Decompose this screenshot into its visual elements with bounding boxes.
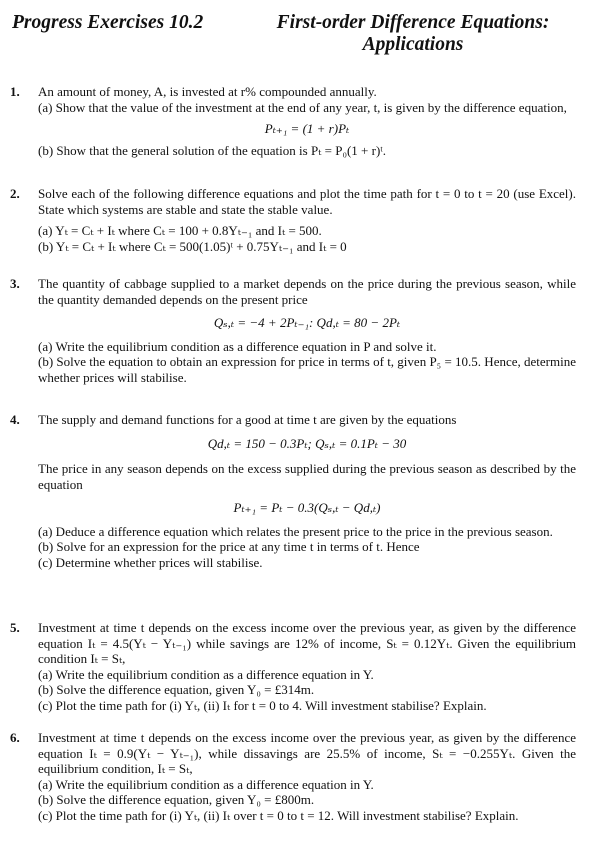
exercise-part-b: (b) Solve for an expression for the price at any time t in terms of t. Hence — [38, 539, 420, 554]
exercise-part-b: (b) Yₜ = Cₜ + Iₜ where Cₜ = 500(1.05)ᵗ + 0.75Yₜ₋₁ and Iₜ = 0 — [38, 238, 347, 254]
exercise-part-b: (b) Solve the difference equation, given Y₀ = £800m. — [38, 792, 315, 807]
section-label: Progress Exercises 10.2 — [12, 12, 204, 33]
exercise-number: 4. — [10, 412, 20, 427]
exercise-part-c: (c) Plot the time path for (i) Yₜ, (ii) Iₜ over t = 0 to t = 12. Will investment stabilise? Explain. — [38, 807, 519, 823]
exercise-part-a: (a) Deduce a difference equation which relates the present price to the price in the previous season. — [38, 523, 553, 539]
equation: Pₜ₊₁ = (1 + r)Pₜ — [264, 121, 350, 136]
exercise-6 — [10, 730, 576, 823]
equation: Pₜ₊₁ = Pₜ − 0.3(Qₛ,ₜ − Qd,ₜ) — [233, 500, 381, 515]
exercise-5 — [10, 620, 576, 713]
exercise-text: Investment at time t depends on the excess income over the previous year, as given by the difference equation Iₜ = 4.5(Yₜ − Yₜ₋₁) while savings are 12% of income, Sₜ = 0.12Yₜ. Given the equilibrium condition Iₜ = Sₜ, — [38, 620, 576, 666]
exercise-2 — [10, 186, 576, 254]
exercise-part-a: (a) Yₜ = Cₜ + Iₜ where Cₜ = 100 + 0.8Yₜ₋₁ and Iₜ = 500. — [38, 223, 322, 238]
section-title-line-2: Applications — [362, 34, 464, 55]
exercise-3 — [10, 276, 576, 385]
exercise-number: 2. — [10, 186, 20, 201]
exercise-number: 5. — [10, 620, 20, 635]
exercise-part-c: (c) Determine whether prices will stabilise. — [38, 554, 263, 570]
section-title-line-1: First-order Difference Equations: — [276, 12, 550, 33]
exercise-part-b: (b) Solve the difference equation, given Y₀ = £314m. — [38, 682, 315, 697]
exercise-part-a: (a) Write the equilibrium condition as a difference equation in Y. — [38, 776, 374, 792]
exercise-part-b: (b) Solve the equation to obtain an expression for price in terms of t, given P₅ = 10.5. Hence, determine whether prices will stabilise. — [38, 354, 576, 385]
exercise-text: Solve each of the following difference equations and plot the time path for t = 0 to t = 20 (use Excel). State which systems are stable and state the stable value. — [38, 186, 576, 217]
exercise-part-a: (a) Show that the value of the investment at the end of any year, t, is given by the difference equation, — [38, 99, 567, 115]
exercise-number: 3. — [10, 276, 20, 291]
exercise-part-b: (b) Show that the general solution of the equation is Pₜ = P₀(1 + r)ᵗ. — [38, 142, 387, 158]
exercise-number: 6. — [10, 730, 20, 745]
exercise-text: Investment at time t depends on the excess income over the previous year, as given by the difference equation Iₜ = 0.9(Yₜ − Yₜ₋₁), while dissavings are 25.5% of income, Sₜ = −0.255Yₜ. Given the equilibrium condition, Iₜ = Sₜ, — [38, 730, 576, 776]
exercise-part-c: (c) Plot the time path for (i) Yₜ, (ii) Iₜ for t = 0 to 4. Will investment stabilise? Explain. — [38, 697, 487, 713]
exercise-4 — [10, 412, 576, 570]
exercise-number: 1. — [10, 84, 20, 99]
exercise-text: The price in any season depends on the excess supplied during the previous season as described by the equation — [38, 461, 576, 492]
exercise-part-a: (a) Write the equilibrium condition as a difference equation in P and solve it. — [38, 338, 437, 354]
equation: Qₛ,ₜ = −4 + 2Pₜ₋₁: Qd,ₜ = 80 − 2Pₜ — [213, 315, 401, 330]
section-title — [238, 12, 588, 56]
equation: Qd,ₜ = 150 − 0.3Pₜ; Qₛ,ₜ = 0.1Pₜ − 30 — [207, 435, 407, 451]
exercise-1 — [10, 84, 576, 158]
exercise-text: The supply and demand functions for a good at time t are given by the equations — [38, 412, 457, 427]
exercise-part-a: (a) Write the equilibrium condition as a difference equation in Y. — [38, 666, 374, 682]
exercise-text: The quantity of cabbage supplied to a market depends on the price during the previous season, while the quantity demanded depends on the present price — [38, 276, 576, 307]
exercise-text: An amount of money, A, is invested at r% compounded annually. — [38, 84, 377, 99]
